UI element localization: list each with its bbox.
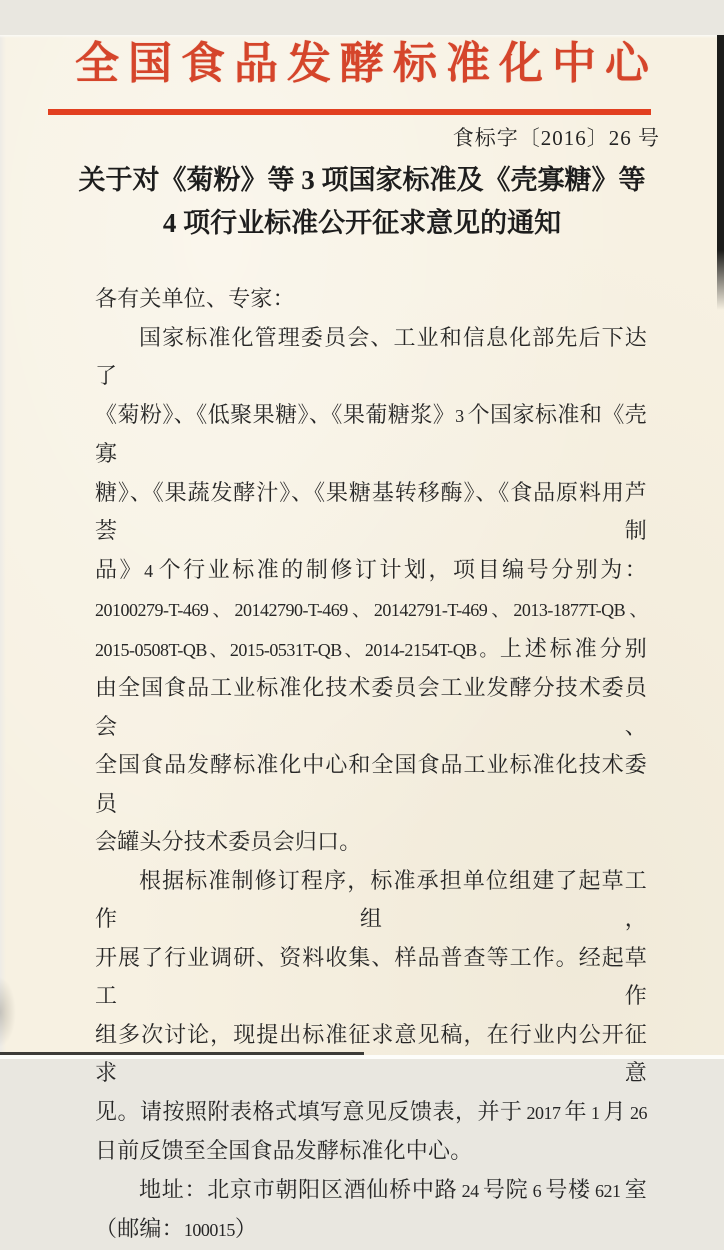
body-line-text: 上述标准分别 (499, 635, 648, 661)
body-line-number-text: 4 (144, 560, 153, 581)
body-line-text: 号院 (478, 1176, 533, 1202)
body-line-number-text: 26 (629, 1102, 647, 1123)
body-line-text: 号楼 (541, 1176, 596, 1202)
body-line-number-text: 1 (590, 1102, 600, 1123)
body-line-number-text: 621 (595, 1180, 621, 1201)
body-line-text: 会罐头分技术委员会归口。 (95, 829, 362, 854)
body-line-text: 个国家标准和《壳寡 (95, 401, 647, 466)
body-line (95, 1132, 647, 1171)
body-line-text: 日前反馈至全国食品发酵标准化中心。 (95, 1138, 473, 1163)
body-line (95, 1210, 647, 1250)
body-line-text: 各有关单位、专家： (95, 286, 295, 311)
body-line-text: ） (234, 1216, 258, 1241)
body-line-text: 全国食品发酵标准化中心和全国食品工业标准化技术委员 (95, 752, 647, 816)
body-line-text: （邮编： (95, 1216, 184, 1241)
scan-smudge-bottom-left (0, 977, 16, 1047)
body-line-text: 室 (620, 1176, 647, 1202)
scan-edge-right (717, 35, 724, 310)
body-line-text: 地址：北京市朝阳区酒仙桥中路 (139, 1176, 462, 1202)
body-line (95, 669, 647, 746)
body-line-text: 《菊粉》、《低聚果糖》、《果葡糖浆》 (95, 401, 456, 427)
body-line (95, 590, 647, 630)
body-line (95, 474, 647, 551)
body-line-number-text: 20100279-T-469、20142790-T-469、20142791-T-469、2013-1877T-QB、 (95, 600, 647, 620)
document-title (0, 159, 724, 245)
body-line-text: 开展了行业调研、资料收集、样品普查等工作。经起草工作 (95, 944, 647, 1008)
document-body (95, 280, 647, 1250)
body-line-text: 由全国食品工业标准化技术委员会工业发酵分技术委员会、 (95, 675, 647, 739)
body-line-number-text: 100015 (183, 1220, 235, 1240)
body-line (95, 1093, 647, 1133)
body-line (95, 280, 647, 319)
body-line (95, 396, 647, 474)
scanned-document-page (0, 35, 724, 1241)
body-line-text: 个行业标准的制修订计划，项目编号分别为： (152, 556, 647, 582)
document-number: 食标字〔2016〕26 号 (452, 126, 660, 150)
letterhead-rule (48, 109, 651, 115)
body-line-number-text: 24 (461, 1180, 479, 1201)
body-line-number-text: 3 (455, 405, 464, 426)
body-line (95, 630, 647, 670)
body-line (95, 862, 647, 939)
body-line (95, 823, 647, 862)
body-line-number-text: 2017 (526, 1102, 561, 1123)
body-line (95, 551, 647, 591)
body-line-text: 组多次讨论，现提出标准征求意见稿，在行业内公开征求意 (95, 1021, 647, 1085)
document-title-line2: 4 项行业标准公开征求意见的通知 (162, 208, 562, 238)
scan-edge-left (0, 35, 6, 1059)
letterhead-org-name: 全国食品发酵标准化中心 (75, 39, 658, 88)
body-line-text: 见。请按照附表格式填写意见反馈表，并于 (95, 1098, 527, 1124)
body-line-text: 品》 (95, 556, 145, 582)
body-line (95, 1171, 647, 1211)
body-line-text: 月 (599, 1098, 630, 1124)
body-line-number-text: 6 (532, 1180, 542, 1201)
body-line (95, 319, 647, 396)
body-line (95, 939, 647, 1016)
body-line-text: 年 (560, 1098, 591, 1124)
body-line-text: 国家标准化管理委员会、工业和信息化部先后下达了 (95, 324, 647, 388)
document-title-line1: 关于对《菊粉》等 3 项国家标准及《壳寡糖》等 (78, 165, 646, 195)
scan-edge-bottom-white (0, 1055, 724, 1059)
scan-edge-top (0, 35, 724, 38)
body-line-text: 根据标准制修订程序，标准承担单位组建了起草工作组， (95, 867, 647, 931)
body-line (95, 746, 647, 823)
body-line-number-text: 2015-0508T-QB、2015-0531T-QB、2014-2154T-QB。 (95, 639, 500, 660)
body-line-text: 糖》、《果蔬发酵汁》、《果糖基转移酶》、《食品原料用芦荟制 (95, 479, 647, 543)
